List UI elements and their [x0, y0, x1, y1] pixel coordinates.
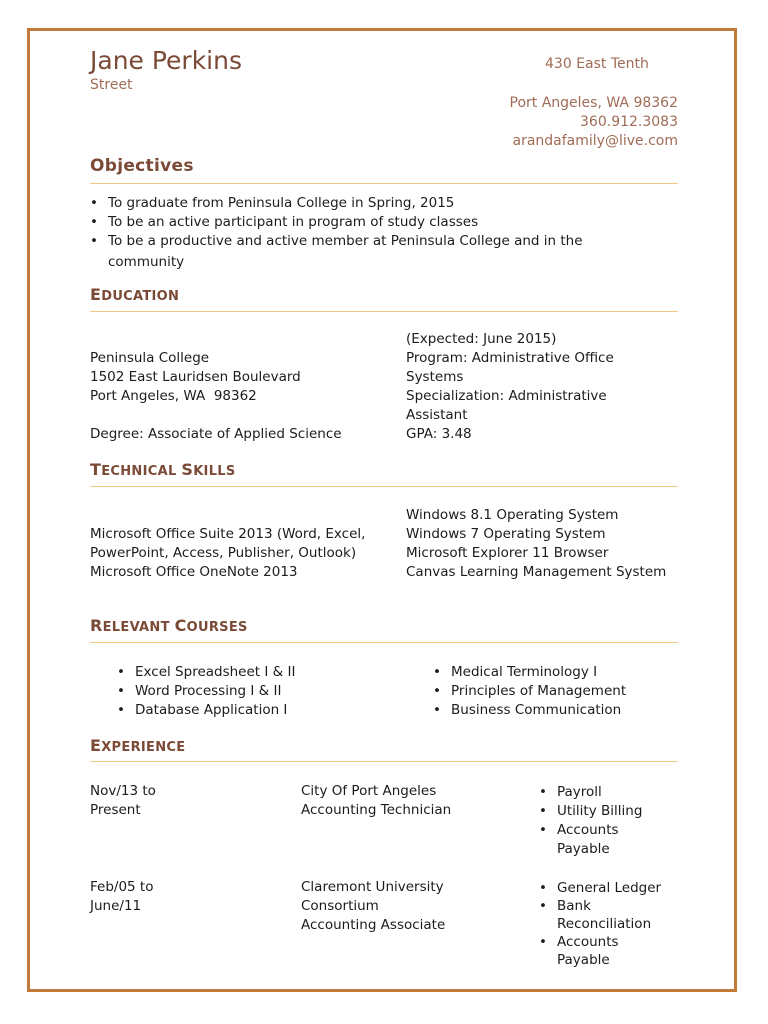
- employer-name: City Of Port Angeles: [301, 783, 437, 799]
- duty-item: • General Ledger: [529, 879, 669, 897]
- job-title: Accounting Technician: [301, 802, 452, 818]
- job-title: Accounting Associate: [301, 917, 446, 933]
- job-dates: Nov/13 to Present: [90, 783, 156, 818]
- course-item: • Database Application I: [107, 701, 397, 720]
- job-duties: [529, 783, 669, 859]
- technical-skills-heading: TECHNICAL SKILLS: [90, 460, 236, 479]
- course-item: • Word Processing I & II: [107, 682, 397, 701]
- course-item: • Excel Spreadsheet I & II: [107, 663, 397, 682]
- duty-item: • Payroll: [529, 783, 669, 802]
- gpa: GPA: 3.48: [406, 426, 472, 442]
- experience-heading: EXPERIENCE: [90, 736, 186, 755]
- job-dates: Feb/05 to June/11: [90, 879, 154, 914]
- education-rule: [90, 311, 678, 312]
- program: Program: Administrative Office Systems: [406, 350, 614, 385]
- technical-skills-rule: [90, 486, 678, 487]
- specialization: Specialization: Administrative Assistant: [406, 388, 607, 423]
- objectives-rule: [90, 183, 678, 184]
- duty-item: • Accounts Payable: [529, 933, 637, 969]
- address-line1: 430 East Tenth: [545, 56, 649, 72]
- employer-name: Claremont University Consortium: [301, 879, 444, 914]
- city-state-zip: Port Angeles, WA 98362: [509, 95, 678, 111]
- course-item: • Principles of Management: [423, 682, 683, 701]
- skill-item: Microsoft Explorer 11 Browser: [406, 545, 609, 561]
- skill-item: Canvas Learning Management System: [406, 564, 667, 580]
- experience-rule: [90, 761, 678, 762]
- job-duties: [529, 879, 669, 969]
- contact-info: [510, 94, 679, 151]
- spacer: [90, 406, 390, 425]
- duty-item: • Utility Billing: [529, 802, 669, 821]
- email-address: arandafamily@live.com: [512, 133, 678, 149]
- college-street: 1502 East Lauridsen Boulevard: [90, 369, 301, 385]
- education-left-column: [90, 349, 390, 444]
- skill-item: Windows 7 Operating System: [406, 526, 606, 542]
- expected-date: (Expected: June 2015): [406, 331, 557, 347]
- relevant-courses-rule: [90, 642, 678, 643]
- skills-right-column: [406, 506, 686, 582]
- applicant-name: Jane Perkins: [90, 46, 243, 75]
- skill-item: Windows 8.1 Operating System: [406, 507, 619, 523]
- skill-item: Microsoft Office Suite 2013 (Word, Excel, PowerPoint, Access, Publisher, Outlook): [90, 526, 366, 561]
- duty-item: • Accounts Payable: [529, 821, 637, 859]
- objective-item: • To be an active participant in program of study classes: [80, 213, 648, 232]
- education-right-column: [406, 330, 656, 444]
- objectives-list: [108, 194, 648, 274]
- phone-number: 360.912.3083: [580, 114, 678, 130]
- street-label: Street: [90, 77, 133, 93]
- courses-right-list: [423, 663, 683, 720]
- job-employer: [301, 878, 481, 935]
- job-employer: [301, 782, 501, 820]
- course-item: • Medical Terminology I: [423, 663, 683, 682]
- objective-item: • To be a productive and active member at Peninsula College and in the community: [80, 231, 648, 273]
- courses-left-list: [107, 663, 397, 720]
- skills-left-column: [90, 525, 370, 582]
- duty-item: • Bank Reconciliation: [529, 897, 657, 933]
- college-city: Port Angeles, WA 98362: [90, 388, 257, 404]
- degree: Degree: Associate of Applied Science: [90, 426, 342, 442]
- skill-item: Microsoft Office OneNote 2013: [90, 564, 298, 580]
- objectives-heading: Objectives: [90, 156, 194, 176]
- college-name: Peninsula College: [90, 350, 210, 366]
- course-item: • Business Communication: [423, 701, 683, 720]
- relevant-courses-heading: RELEVANT COURSES: [90, 616, 248, 635]
- objective-item: • To graduate from Peninsula College in Spring, 2015: [80, 194, 648, 213]
- education-heading: EDUCATION: [90, 285, 180, 304]
